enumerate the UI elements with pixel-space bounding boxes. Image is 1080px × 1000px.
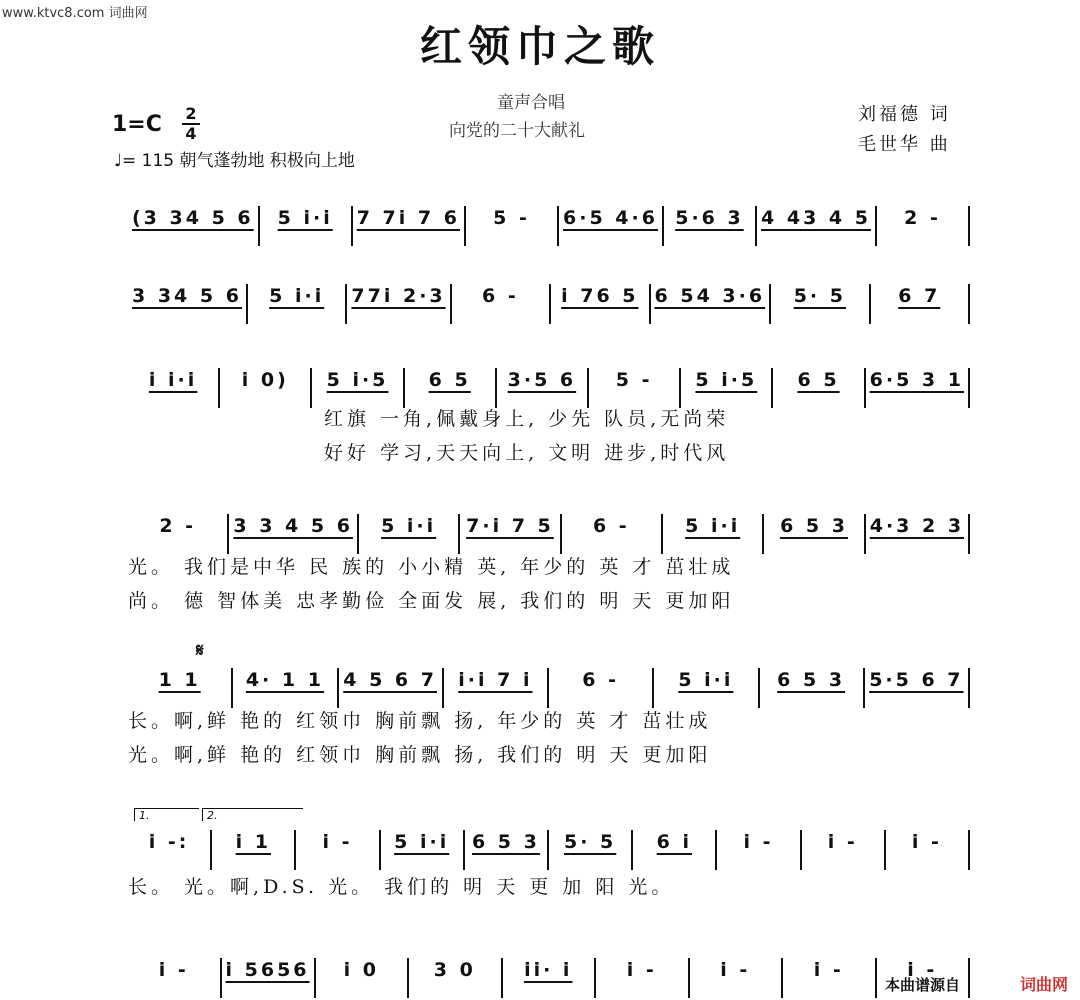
measure bbox=[128, 514, 229, 554]
measure-notes: 5· 5 bbox=[793, 285, 846, 307]
time-signature-top: 2 bbox=[185, 104, 197, 123]
measure bbox=[549, 668, 654, 708]
measure-notes: i·i 7 i bbox=[458, 669, 533, 691]
measure bbox=[405, 368, 497, 408]
tempo-marking: ♩= 115 朝气蓬勃地 积极向上地 bbox=[114, 151, 355, 171]
measure bbox=[681, 368, 773, 408]
measure bbox=[497, 368, 589, 408]
measure bbox=[128, 368, 220, 408]
measure bbox=[596, 958, 690, 998]
measure bbox=[339, 668, 444, 708]
notation-row-4 bbox=[128, 514, 970, 556]
measure bbox=[663, 514, 764, 554]
measure-notes: 6 5 bbox=[797, 369, 840, 391]
measure bbox=[654, 668, 759, 708]
composer-credit: 毛世华 曲 bbox=[858, 134, 951, 155]
measure bbox=[771, 284, 870, 324]
measure bbox=[381, 830, 465, 870]
measure-notes: 5 i·i bbox=[685, 515, 741, 537]
measure bbox=[877, 206, 970, 246]
measure bbox=[128, 284, 248, 324]
measure-notes: 3 3 4 5 6 bbox=[233, 515, 353, 537]
measure-notes: i 76 5 bbox=[561, 285, 639, 307]
measure bbox=[866, 514, 970, 554]
measure bbox=[452, 284, 551, 324]
measure bbox=[465, 830, 549, 870]
measure-notes: 5 i·i bbox=[381, 515, 437, 537]
measure-notes: i - bbox=[907, 959, 938, 981]
measure bbox=[212, 830, 296, 870]
measure-notes: 5·6 3 bbox=[675, 207, 744, 229]
measure bbox=[316, 958, 410, 998]
measure bbox=[229, 514, 359, 554]
lyrics-row6-verse1: 长。 光。啊,D.S. 光。 我们的 明 天 更 加 阳 光。 bbox=[128, 876, 675, 898]
measure-notes: 3 0 bbox=[433, 959, 476, 981]
measure-notes: 6 5 3 bbox=[780, 515, 848, 537]
footer-source-text: 本曲谱源自 bbox=[884, 976, 960, 994]
measure-notes: (3 34 5 6 bbox=[132, 207, 254, 229]
lyricist-credit: 刘福德 词 bbox=[858, 104, 951, 125]
measure-notes: 5 - bbox=[493, 207, 530, 229]
measure bbox=[347, 284, 451, 324]
measure bbox=[128, 958, 222, 998]
measure-notes: 77i 2·3 bbox=[351, 285, 446, 307]
lyrics-row3-verse1: 红旗 一角,佩戴身上, 少先 队员,无尚荣 bbox=[324, 408, 730, 430]
time-signature bbox=[182, 106, 200, 142]
measure bbox=[717, 830, 801, 870]
measure bbox=[128, 830, 212, 870]
measure-notes: 5 i·i bbox=[277, 207, 333, 229]
measure-notes: 4 43 4 5 bbox=[761, 207, 871, 229]
measure-notes: 6 i bbox=[656, 831, 692, 853]
measure-notes: 2 - bbox=[159, 515, 197, 537]
measure bbox=[466, 206, 559, 246]
measure bbox=[220, 368, 312, 408]
measure-notes: i - bbox=[158, 959, 189, 981]
measure bbox=[444, 668, 549, 708]
measure-notes: i - bbox=[813, 959, 844, 981]
measure-notes: 4 5 6 7 bbox=[343, 669, 437, 691]
measure-notes: i - bbox=[911, 831, 942, 853]
measure bbox=[664, 206, 757, 246]
notation-row-2 bbox=[128, 284, 970, 326]
measure-notes: i 5656 bbox=[225, 959, 310, 981]
measure bbox=[233, 668, 338, 708]
notation-row-6 bbox=[128, 830, 970, 872]
measure-notes: 5·5 6 7 bbox=[869, 669, 964, 691]
measure bbox=[690, 958, 784, 998]
measure-notes: 4· 1 1 bbox=[245, 669, 324, 691]
measure-notes: i 1 bbox=[235, 831, 271, 853]
notation-row-1 bbox=[128, 206, 970, 248]
segno-sign: 𝄋 bbox=[196, 640, 204, 661]
measure bbox=[549, 830, 633, 870]
measure-notes: i - bbox=[827, 831, 858, 853]
measure bbox=[128, 206, 260, 246]
measure bbox=[783, 958, 877, 998]
measure bbox=[359, 514, 460, 554]
measure bbox=[559, 206, 664, 246]
measure-notes: i - bbox=[322, 831, 353, 853]
measure-notes: ii· i bbox=[524, 959, 573, 981]
measure bbox=[633, 830, 717, 870]
measure-notes: 5· 5 bbox=[563, 831, 617, 853]
watermark-text: www.ktvc8.com 词曲网 bbox=[2, 6, 148, 21]
measure-notes: 4·3 2 3 bbox=[869, 515, 965, 537]
measure-notes: i -: bbox=[148, 831, 190, 853]
lyrics-row3-verse2: 好好 学习,天天向上, 文明 进步,时代风 bbox=[324, 442, 730, 464]
measure bbox=[760, 668, 865, 708]
measure-notes: 5 i·i bbox=[394, 831, 450, 853]
footer-site-logo: 词曲网 bbox=[1019, 975, 1068, 994]
measure-notes: 3·5 6 bbox=[507, 369, 577, 391]
measure-notes: 1 1 bbox=[158, 669, 201, 691]
measure bbox=[296, 830, 380, 870]
lyrics-row5-verse2: 光。啊,鲜 艳的 红领巾 胸前飘 扬, 我们的 明 天 更加阳 bbox=[128, 744, 712, 766]
measure bbox=[866, 368, 970, 408]
measure-notes: i - bbox=[626, 959, 657, 981]
measure-notes: 7 7i 7 6 bbox=[356, 207, 460, 229]
measure-notes: 7·i 7 5 bbox=[466, 515, 554, 537]
measure-notes: 6 54 3·6 bbox=[654, 285, 766, 307]
measure-notes: 2 - bbox=[904, 207, 941, 229]
measure-notes: 6 5 3 bbox=[777, 669, 846, 691]
measure-notes: i - bbox=[720, 959, 751, 981]
measure-notes: 5 i·i bbox=[269, 285, 325, 307]
measure-notes: 6 5 3 bbox=[471, 831, 540, 853]
lyrics-row4-verse2: 尚。 德 智体美 忠孝勤俭 全面发 展, 我们的 明 天 更加阳 bbox=[128, 590, 735, 612]
measure-notes: 5 i·i bbox=[678, 669, 734, 691]
lyrics-row4-verse1: 光。 我们是中华 民 族的 小小精 英, 年少的 英 才 茁壮成 bbox=[128, 556, 735, 578]
measure-notes: 6·5 4·6 bbox=[563, 207, 658, 229]
measure bbox=[503, 958, 597, 998]
measure-notes: i i·i bbox=[148, 369, 198, 391]
measure bbox=[128, 668, 233, 708]
measure-notes: 5 i·5 bbox=[695, 369, 758, 391]
measure-notes: 5 i·5 bbox=[326, 369, 389, 391]
time-signature-bottom: 4 bbox=[185, 124, 197, 143]
measure-notes: 6 - bbox=[582, 669, 619, 691]
measure-notes: 5 - bbox=[615, 369, 653, 391]
measure bbox=[757, 206, 877, 246]
measure bbox=[773, 368, 865, 408]
measure bbox=[460, 514, 561, 554]
measure bbox=[551, 284, 650, 324]
measure bbox=[589, 368, 681, 408]
measure bbox=[248, 284, 347, 324]
measure bbox=[222, 958, 316, 998]
measure bbox=[886, 830, 970, 870]
measure bbox=[651, 284, 772, 324]
lyrics-row5-verse1: 长。啊,鲜 艳的 红领巾 胸前飘 扬, 年少的 英 才 茁壮成 bbox=[128, 710, 712, 732]
measure-notes: 6 5 bbox=[428, 369, 471, 391]
measure-notes: 6 - bbox=[482, 285, 519, 307]
measure bbox=[312, 368, 404, 408]
measure bbox=[802, 830, 886, 870]
measure bbox=[562, 514, 663, 554]
second-ending-bracket: 2. bbox=[202, 808, 303, 821]
notation-row-7 bbox=[128, 958, 970, 1000]
subtitle-chorus: 童声合唱 bbox=[497, 93, 565, 113]
measure-notes: i 0 bbox=[343, 959, 379, 981]
notation-row-5 bbox=[128, 668, 970, 710]
measure bbox=[764, 514, 865, 554]
measure-notes: i 0) bbox=[241, 369, 289, 391]
key-signature: 1=C bbox=[112, 112, 162, 137]
measure-notes: i - bbox=[743, 831, 774, 853]
measure bbox=[353, 206, 466, 246]
measure-notes: 6 - bbox=[592, 515, 630, 537]
measure bbox=[865, 668, 970, 708]
measure-notes: 6·5 3 1 bbox=[869, 369, 964, 391]
measure bbox=[260, 206, 353, 246]
measure bbox=[871, 284, 970, 324]
measure bbox=[409, 958, 503, 998]
subtitle-dedication: 向党的二十大献礼 bbox=[449, 121, 585, 141]
measure-notes: 6 7 bbox=[898, 285, 941, 307]
first-ending-bracket: 1. bbox=[134, 808, 199, 821]
measure-notes: 3 34 5 6 bbox=[132, 285, 242, 307]
song-title: 红领巾之歌 bbox=[419, 22, 660, 71]
